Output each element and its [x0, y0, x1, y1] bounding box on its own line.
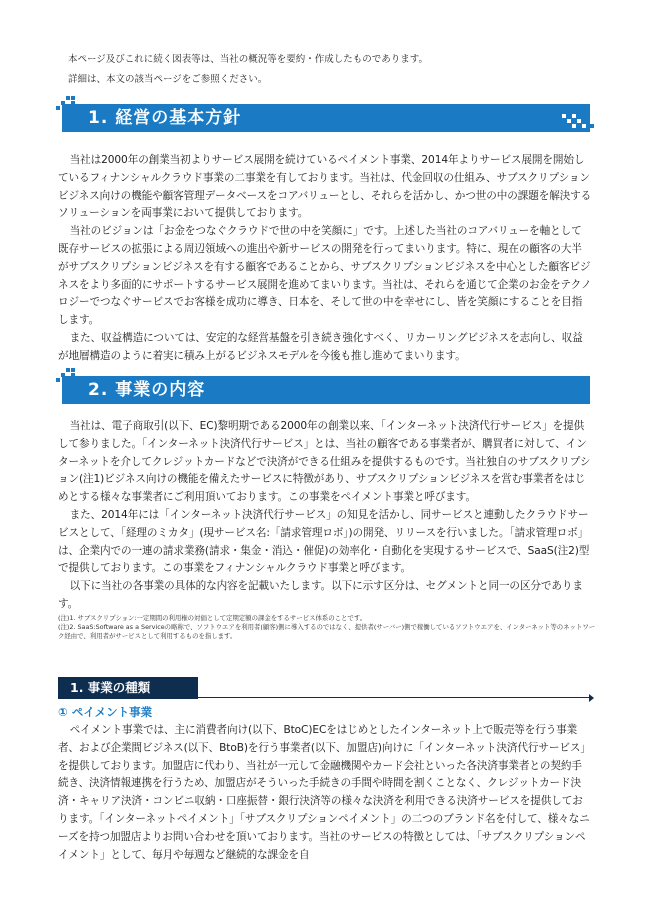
section-1-paragraph-2: 当社のビジョンは「お金をつなぐクラウドで世の中を笑顔に」です。上述した当社のコアバリューを軸として既存サービスの拡張による周辺領域への進出や新サービスの開発を行ってまいります。特に、現在の顧客の大半がサブスクリプションビジネスを有する顧客であることから、サブスクリプションビジネスを中心とした顧客ビジネスをより多面的にサポートするサービス展開を進めてまいります。当社は、それらを通じて企業のお金をテクノロジーでつなぐサービスでお客様を成功に導き、日本を、そして世の中を幸せにし、皆を笑顔にすることを目指します。 — [58, 225, 592, 327]
section-1-header — [62, 104, 590, 132]
subsection-rule-arrow — [589, 694, 594, 702]
section-1-body — [58, 152, 592, 366]
pixel-decoration-under-1 — [570, 124, 594, 136]
section-2-paragraph-1: 当社は、電子商取引(以下、EC)黎明期である2000年の創業以来、「インターネット決済代行サービス」を提供して参りました。「インターネット決済代行サービス」とは、当社の顧客である事業者が、購買者に対して、インターネットを介してクレジットカードなどで決済ができる仕組みを提供するものです。当社独自のサブスクリプション(注1)ビジネス向けの機能を備えたサービスに特徴があり、サブスクリプションビジネスを営む事業者をはじめとする様々な事業者にご利用頂いております。この事業をペイメント事業と呼びます。 — [58, 420, 591, 504]
intro-text — [68, 50, 428, 90]
payment-business-heading: ① ペイメント事業 — [58, 705, 153, 719]
section-2-paragraph-3: 以下に当社の各事業の具体的な内容を記載いたします。以下に示す区分は、セグメントと同一の区分であります。 — [58, 580, 583, 610]
section-1-paragraph-3: また、収益構造については、安定的な経営基盤を引き続き強化すべく、リカーリングビジネスを志向し、収益が地層構造のように着実に積み上がるビジネスモデルを今後も推し進めてまいります。 — [58, 331, 583, 362]
payment-business-body — [58, 722, 592, 864]
footnote-1: (注)1. サブスクリプション:一定期間の利用権の対価として定期定額の課金をするサービス体系のことです。 — [58, 614, 367, 622]
intro-line-2: 詳細は、本文の該当ページをご参照ください。 — [68, 74, 268, 85]
section-2-body — [58, 418, 592, 614]
section-2-header — [62, 376, 590, 404]
intro-line-1: 本ページ及びこれに続く図表等は、当社の概況等を要約・作成したものであります。 — [68, 54, 429, 65]
subsection-rule — [198, 697, 592, 698]
section-1-paragraph-1: 当社は2000年の創業当初よりサービス展開を続けているペイメント事業、2014年よりサービス展開を開始しているフィナンシャルクラウド事業の二事業を有しております。当社は、代金回収の仕組み、サブスクリプションビジネス向けの機能や顧客管理データベースをコアバリューとし、それらを活かし、かつ世の中の課題を解決するソリューションを両事業において提供しております。 — [58, 154, 592, 220]
subsection-header — [58, 677, 198, 699]
subsection-title: 1. 事業の種類 — [70, 680, 151, 695]
section-2-paragraph-2: また、2014年には「インターネット決済代行サービス」の知見を活かし、同サービスと連動したクラウドサービスとして、「経理のミカタ」(現サービス名:「請求管理ロボ」)の開発、リリースを行いました。「請求管理ロボ」は、企業内での一連の請求業務(請求・集金・消込・催促)の効率化・自動化を実現するサービスで、SaaS(注2)型で提供しております。この事業をフィナンシャルクラウド事業と呼びます。 — [58, 508, 590, 575]
section-2-title: 2. 事業の内容 — [88, 380, 206, 400]
section-1-title: 1. 経営の基本方針 — [88, 108, 242, 128]
payment-business-paragraph: ペイメント事業では、主に消費者向け(以下、BtoC)ECをはじめとしたインターネット上で販売等を行う事業者、および企業間ビジネス(以下、BtoB)を行う事業者(以下、加盟店)向けに「インターネット決済代行サービス」を提供しております。加盟店に代わり、当社が一元して金融機関やカード会社といった各決済事業者との契約手続き、決済情報連携を行うため、加盟店がそういった手続きの手間や時間を割くことなく、クレジットカード決済・キャリア決済・コンビニ収納・口座振替・銀行決済等の様々な決済を利用できる決済サービスを提供しております。「インターネットペイメント」「サブスクリプションペイメント」の二つのブランド名を付して、様々なニーズを持つ加盟店よりお問い合わせを頂いております。当社のサービスの特徴としては、「サブスクリプションペイメント」として、毎月や毎週など継続的な課金を自 — [58, 724, 591, 861]
footnote-2: (注)2. SaaS:Software as a Serviceの略称で、ソフトウエアを利用者(顧客)側に導入するのではなく、提供者(サーバー)側で稼働しているソフトウエアを、インターネット等のネットワーク経由で、利用者がサービスとして利用するものを指します。 — [58, 623, 596, 640]
footnotes — [58, 614, 598, 641]
